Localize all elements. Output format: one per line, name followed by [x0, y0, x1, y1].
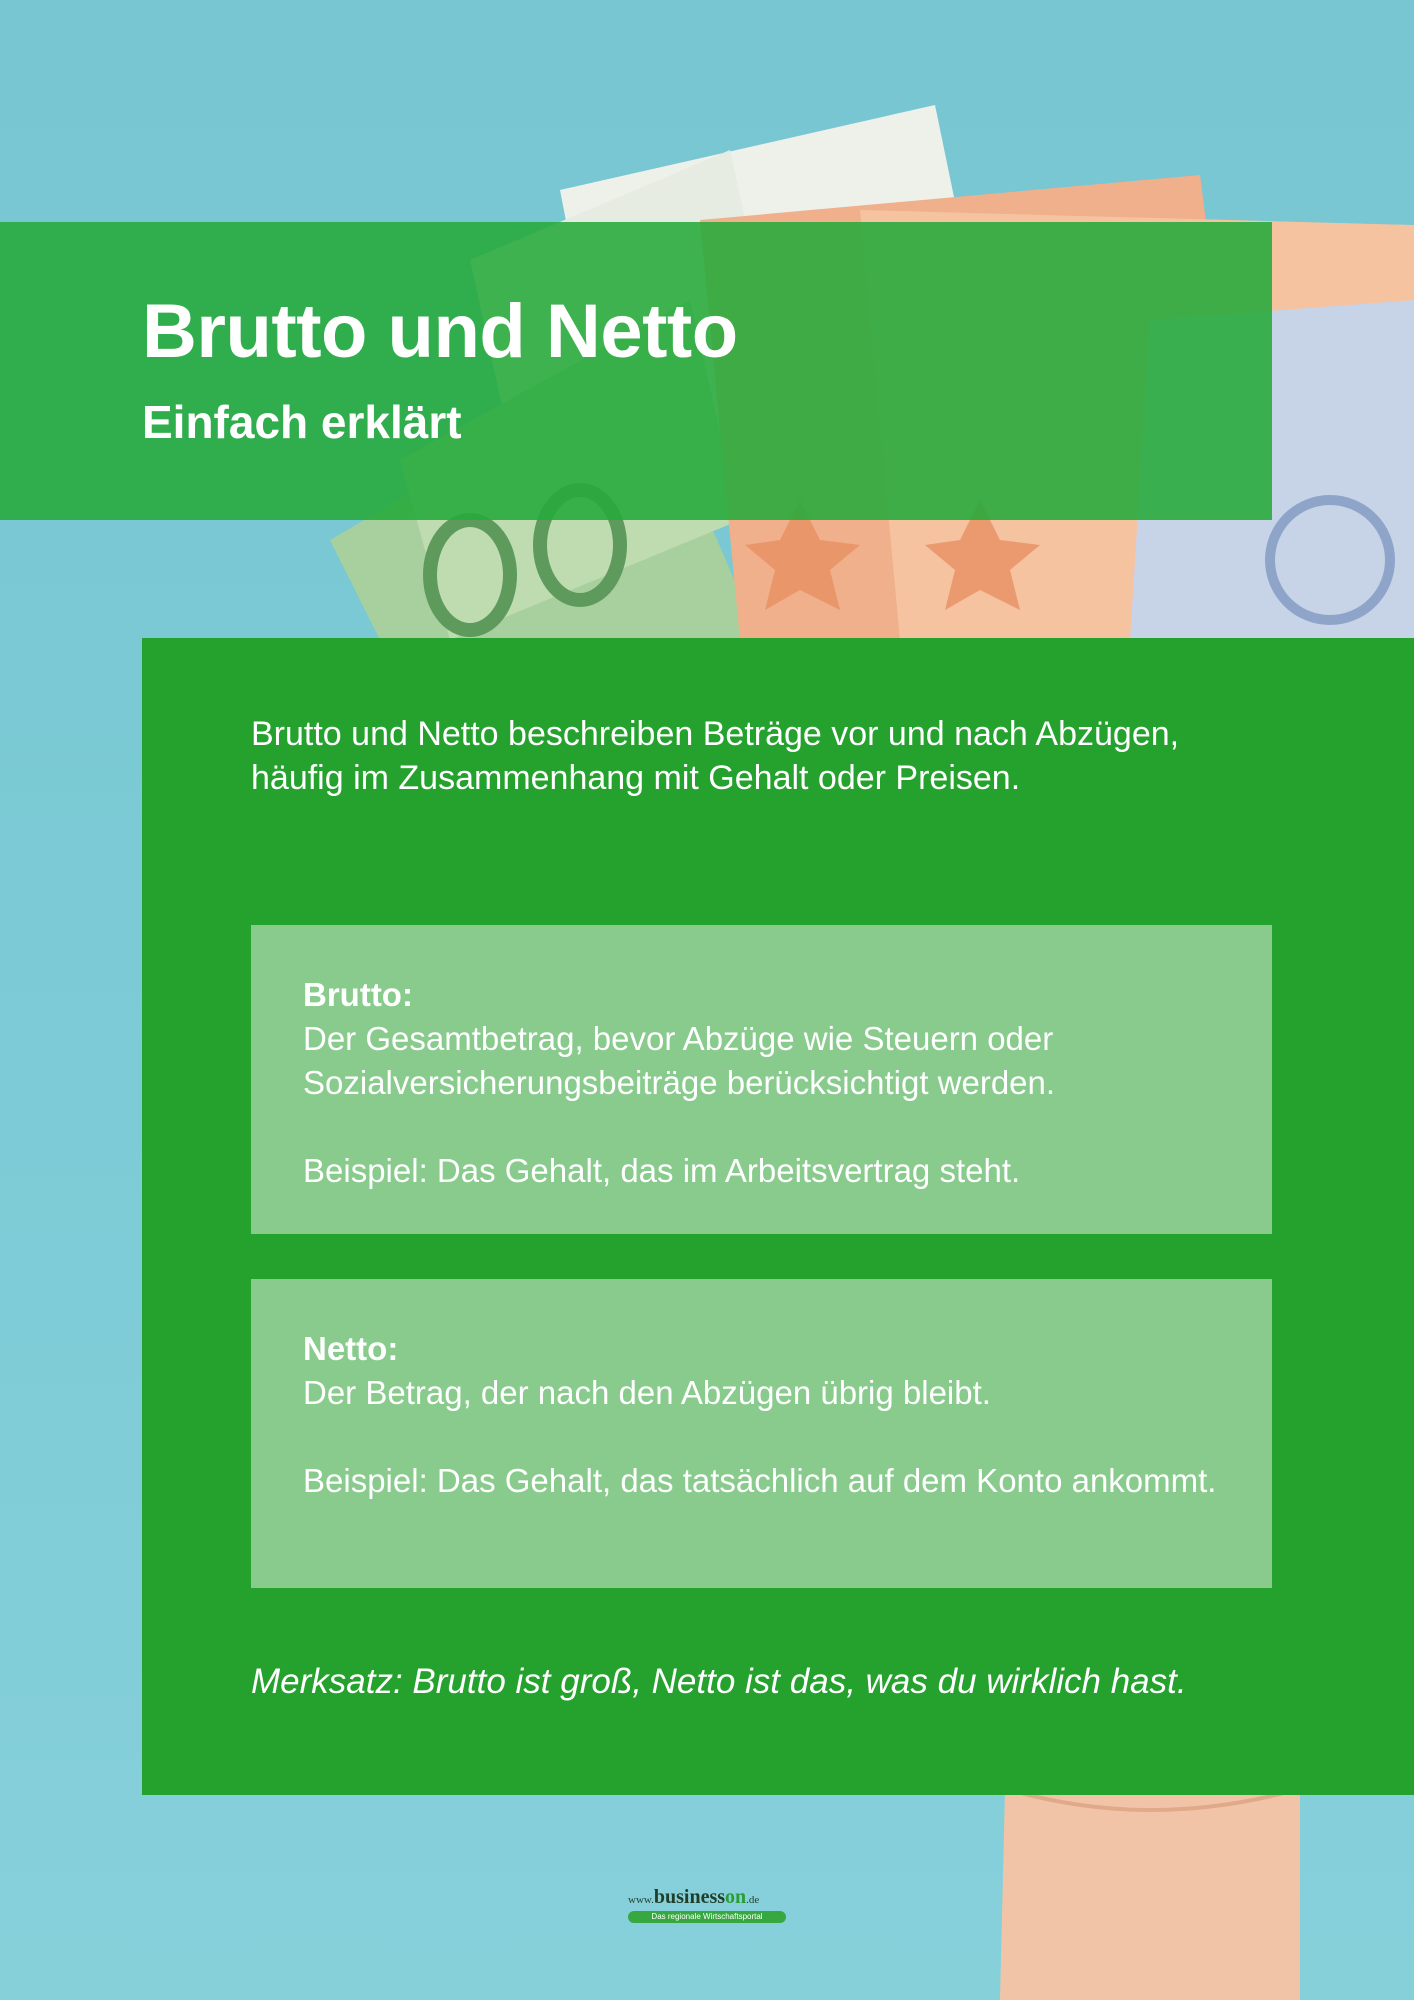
netto-definition: Der Betrag, der nach den Abzügen übrig bleibt.	[303, 1374, 991, 1411]
brutto-example: Beispiel: Das Gehalt, das im Arbeitsvertrag steht.	[303, 1152, 1021, 1189]
netto-example: Beispiel: Das Gehalt, das tatsächlich auf dem Konto ankommt.	[303, 1462, 1217, 1499]
page-subtitle: Einfach erklärt	[142, 396, 462, 448]
brutto-definition: Der Gesamtbetrag, bevor Abzüge wie Steuern oder Sozialversicherungsbeiträge berücksichtigt werden.	[303, 1020, 1056, 1101]
page-title: Brutto und Netto	[142, 289, 738, 374]
hand-shape	[1000, 1790, 1300, 2000]
logo-business: business	[653, 1886, 726, 1908]
netto-box	[251, 1279, 1272, 1588]
brutto-heading: Brutto:	[303, 976, 413, 1013]
logo-prefix: www.	[628, 1894, 654, 1906]
logo-tagline: Das regionale Wirtschaftsportal	[628, 1911, 786, 1923]
netto-heading: Netto:	[303, 1330, 399, 1367]
logo-suffix: .de	[746, 1894, 760, 1906]
businesson-logo[interactable]	[628, 1888, 786, 1924]
intro-text: Brutto und Netto beschreiben Beträge vor und nach Abzügen, häufig im Zusammenhang mit Gehalt oder Preisen.	[251, 715, 1180, 797]
merksatz-text: Merksatz: Brutto ist groß, Netto ist das, was du wirklich hast.	[251, 1662, 1187, 1701]
logo-on: on	[725, 1886, 747, 1908]
brutto-box	[251, 925, 1272, 1234]
